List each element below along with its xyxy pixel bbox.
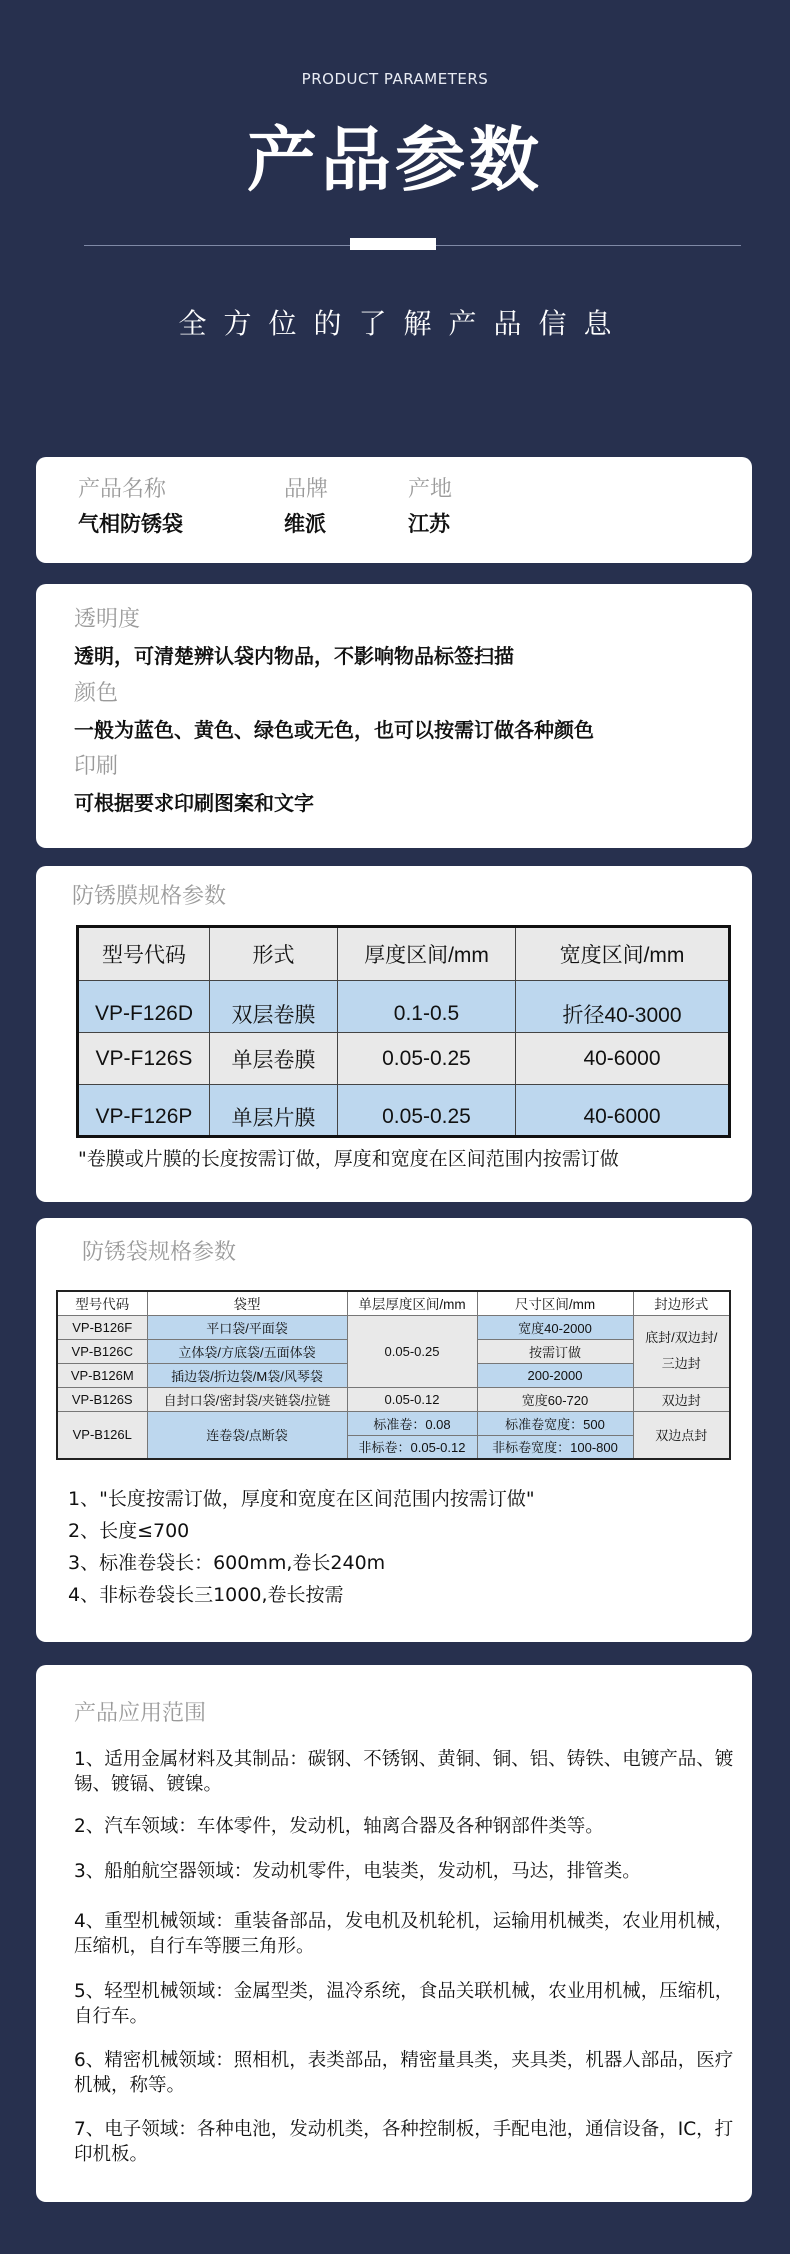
table-cell: 插边袋/折边袋/M袋/风琴袋	[147, 1363, 347, 1387]
product-name-field	[78, 475, 183, 539]
table-cell: 宽度40-2000	[477, 1315, 633, 1339]
header-subtitle: 全方位的了解产品信息	[178, 307, 629, 340]
transparency-label: 透明度	[74, 607, 141, 632]
transparency-block	[74, 605, 514, 671]
table-row	[78, 1033, 730, 1085]
table-cell: 单层卷膜	[210, 1033, 338, 1085]
properties-card	[36, 584, 752, 848]
table-cell: 连卷袋/点断袋	[147, 1411, 347, 1459]
color-block	[74, 679, 594, 745]
table-cell: VP-B126C	[57, 1339, 147, 1363]
table-cell: 双边点封	[633, 1411, 730, 1459]
application-item: 4、重型机械领域：重装备部品，发电机及机轮机，运输用机械类，农业用机械，压缩机，自行车等腰三角形。	[74, 1911, 734, 1957]
origin-label: 产地	[408, 477, 453, 502]
application-item: 6、精密机械领域：照相机，表类部品，精密量具类，夹具类，机器人部品，医疗机械，称等。	[74, 2050, 734, 2096]
table-cell: 0.05-0.25	[338, 1085, 516, 1137]
application-item: 7、电子领域：各种电池，发动机类，各种控制板，手配电池，通信设备，IC，打印机板。	[74, 2119, 734, 2165]
table-cell: 双层卷膜	[210, 981, 338, 1033]
table-cell: 平口袋/平面袋	[147, 1315, 347, 1339]
table-cell: 按需订做	[477, 1339, 633, 1363]
table-cell: 立体袋/方底袋/五面体袋	[147, 1339, 347, 1363]
table-row	[78, 1085, 730, 1137]
product-name-value: 气相防锈袋	[78, 512, 183, 536]
product-name-label: 产品名称	[78, 477, 167, 502]
table-cell: 单层片膜	[210, 1085, 338, 1137]
color-label: 颜色	[74, 681, 119, 706]
color-text: 一般为蓝色、黄色、绿色或无色，也可以按需订做各种颜色	[74, 718, 594, 742]
table-header-cell: 单层厚度区间/mm	[347, 1291, 477, 1315]
application-item: 5、轻型机械领域：金属型类，温冷系统，食品关联机械，农业用机械，压缩机，自行车。	[74, 1981, 734, 2027]
table-cell: 40-6000	[516, 1033, 730, 1085]
table-cell: 0.05-0.25	[347, 1315, 477, 1387]
table-cell: 自封口袋/密封袋/夹链袋/拉链	[147, 1387, 347, 1411]
table-cell: VP-B126F	[57, 1315, 147, 1339]
table-header-cell: 型号代码	[57, 1291, 147, 1315]
bag-spec-title: 防锈袋规格参数	[82, 1240, 237, 1265]
table-header-cell: 型号代码	[78, 927, 210, 981]
table-cell: 0.05-0.25	[338, 1033, 516, 1085]
table-header-cell: 形式	[210, 927, 338, 981]
bag-note: 3、标准卷袋长：600mm,卷长240m	[68, 1552, 386, 1574]
table-row	[57, 1387, 730, 1411]
table-row	[57, 1411, 730, 1435]
application-title: 产品应用范围	[74, 1701, 207, 1726]
table-cell: 非标卷：0.05-0.12	[347, 1435, 477, 1459]
table-cell: 非标卷宽度：100-800	[477, 1435, 633, 1459]
brand-value: 维派	[284, 512, 326, 536]
application-item: 3、船舶航空器领域：发动机零件，电装类，发动机，马达，排管类。	[74, 1861, 641, 1882]
table-cell: 0.05-0.12	[347, 1387, 477, 1411]
table-cell: 宽度60-720	[477, 1387, 633, 1411]
table-header-cell: 袋型	[147, 1291, 347, 1315]
table-cell: VP-F126P	[78, 1085, 210, 1137]
brand-label: 品牌	[284, 477, 329, 502]
table-cell: 200-2000	[477, 1363, 633, 1387]
bag-spec-table	[56, 1290, 731, 1460]
table-cell: VP-B126S	[57, 1387, 147, 1411]
table-cell: 底封/双边封/三边封	[633, 1315, 730, 1387]
table-cell: 标准卷宽度：500	[477, 1411, 633, 1435]
transparency-text: 透明，可清楚辨认袋内物品，不影响物品标签扫描	[74, 644, 514, 668]
film-spec-note: "卷膜或片膜的长度按需订做，厚度和宽度在区间范围内按需订做	[78, 1148, 619, 1170]
table-header-row	[78, 927, 730, 981]
page-title: 产品参数	[247, 119, 543, 201]
film-spec-table	[76, 925, 731, 1138]
table-cell: VP-B126M	[57, 1363, 147, 1387]
origin-value: 江苏	[408, 512, 450, 536]
table-header-cell: 宽度区间/mm	[516, 927, 730, 981]
bag-note: 1、"长度按需订做，厚度和宽度在区间范围内按需订做"	[68, 1488, 535, 1510]
table-header-cell: 尺寸区间/mm	[477, 1291, 633, 1315]
table-header-row	[57, 1291, 730, 1315]
print-block	[74, 752, 314, 818]
film-spec-title: 防锈膜规格参数	[72, 884, 227, 909]
bag-notes	[68, 1483, 535, 1611]
table-header-cell: 封边形式	[633, 1291, 730, 1315]
print-text: 可根据要求印刷图案和文字	[74, 791, 314, 815]
table-header-cell: 厚度区间/mm	[338, 927, 516, 981]
bag-note: 4、非标卷袋长三1000,卷长按需	[68, 1584, 344, 1606]
table-cell: 标准卷：0.08	[347, 1411, 477, 1435]
application-card	[36, 1665, 752, 2202]
application-item: 2、汽车领域：车体零件，发动机，轴离合器及各种钢部件类等。	[74, 1816, 604, 1837]
print-label: 印刷	[74, 754, 119, 779]
table-cell: 40-6000	[516, 1085, 730, 1137]
table-cell: VP-F126D	[78, 981, 210, 1033]
table-cell: VP-B126L	[57, 1411, 147, 1459]
table-cell: VP-F126S	[78, 1033, 210, 1085]
film-spec-card	[36, 866, 752, 1202]
table-cell: 折径40-3000	[516, 981, 730, 1033]
basic-info-card	[36, 457, 752, 563]
application-item: 1、适用金属材料及其制品：碳钢、不锈钢、黄铜、铜、铝、铸铁、电镀产品、镀锡、镀镉、镀镍。	[74, 1749, 734, 1795]
origin-field	[408, 475, 452, 539]
header-en-title: PRODUCT PARAMETERS	[301, 70, 489, 88]
bag-spec-card	[36, 1218, 752, 1642]
table-cell: 0.1-0.5	[338, 981, 516, 1033]
table-row	[78, 981, 730, 1033]
bag-note: 2、长度≤700	[68, 1520, 190, 1542]
table-cell: 双边封	[633, 1387, 730, 1411]
header-accent-bar	[350, 238, 436, 250]
brand-field	[284, 475, 328, 539]
table-row	[57, 1315, 730, 1339]
